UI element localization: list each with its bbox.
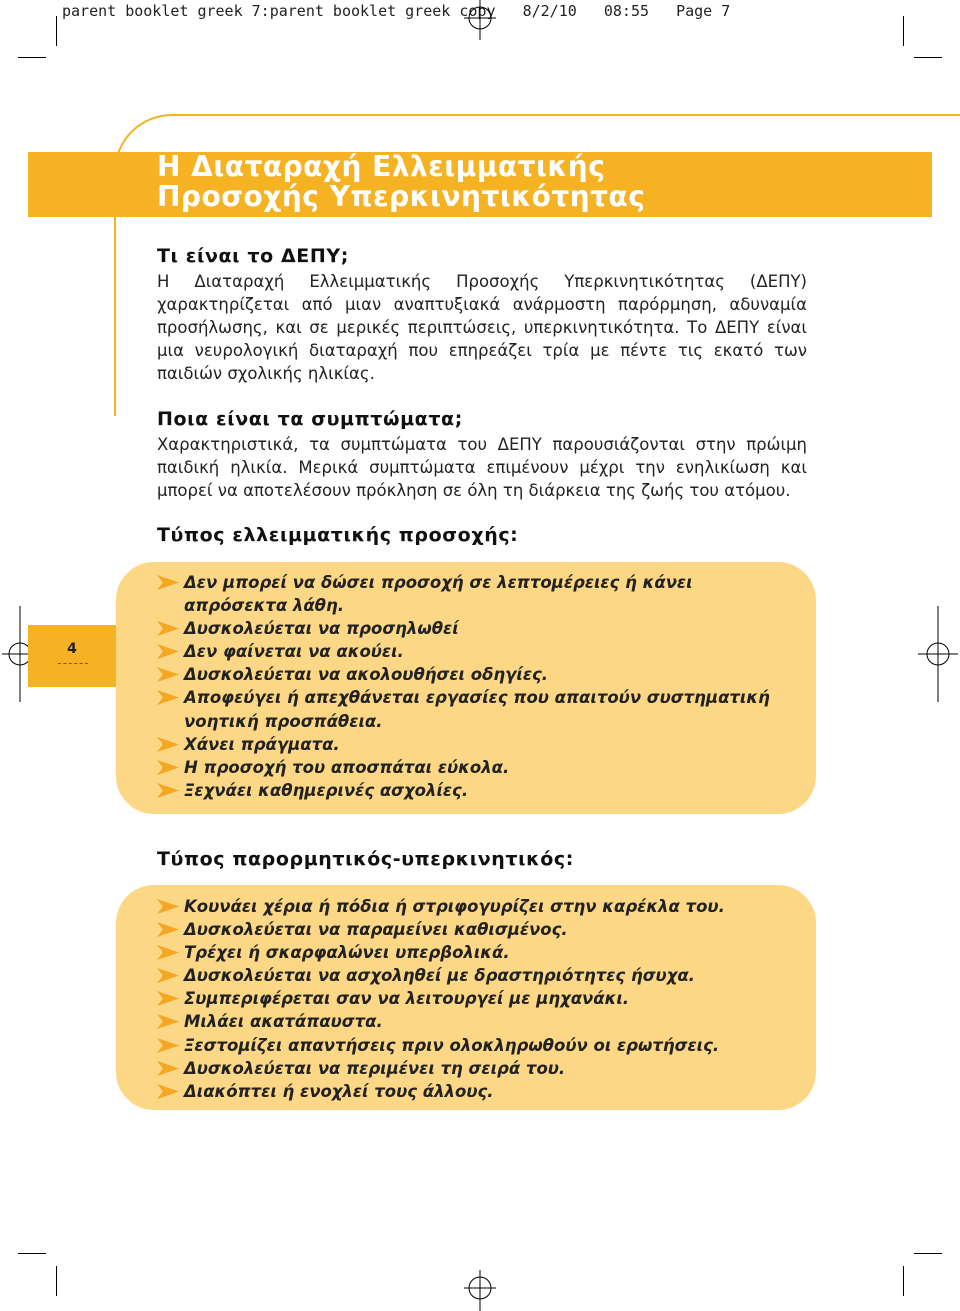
- registration-mark-icon: [918, 606, 958, 702]
- crop-mark: [56, 16, 57, 46]
- printer-slug: parent booklet greek 7:parent booklet greek copy 8/2/10 08:55 Page 7: [62, 2, 731, 20]
- list-item: Μιλάει ακατάπαυστα.: [157, 1010, 797, 1033]
- arrow-bullet-icon: [157, 1084, 179, 1099]
- list-item: Ξεστομίζει απαντήσεις πριν ολοκληρωθούν οι ερωτήσεις.: [157, 1034, 797, 1057]
- registration-mark-icon: [462, 0, 498, 40]
- crop-mark: [914, 57, 942, 58]
- list-item: Συμπεριφέρεται σαν να λειτουργεί με μηχανάκι.: [157, 987, 797, 1010]
- list-item: Χάνει πράγματα.: [157, 733, 797, 756]
- page-title-line-1: Η Διαταραχή Ελλειμματικής: [157, 150, 606, 183]
- list-item: Αποφεύγει ή απεχθάνεται εργασίες που απαιτούν συστηματική νοητική προσπάθεια.: [157, 686, 797, 732]
- inattentive-symptoms-list: [157, 571, 797, 802]
- arrow-bullet-icon: [157, 991, 179, 1006]
- arrow-bullet-icon: [157, 644, 179, 659]
- arrow-bullet-icon: [157, 1014, 179, 1029]
- crop-mark: [903, 16, 904, 46]
- page-number-tab: [28, 625, 116, 687]
- hyperactive-symptoms-list: [157, 895, 797, 1103]
- arrow-bullet-icon: [157, 922, 179, 937]
- list-item: Δυσκολεύεται να ακολουθήσει οδηγίες.: [157, 663, 797, 686]
- arrow-bullet-icon: [157, 968, 179, 983]
- list-item: Κουνάει χέρια ή πόδια ή στριφογυρίζει στην καρέκλα του.: [157, 895, 797, 918]
- section-body-symptoms: [157, 433, 807, 502]
- paragraph: Η Διαταραχή Ελλειμματικής Προσοχής Υπερκινητικότητας (ΔΕΠΥ) χαρακτηρίζεται από μιαν αναπτυξιακά ανάρμοστη παρόρμηση, αδυναμία προσήλωσης, και σε μερικές περιπτώσεις, υπερκινητικότητα. Το ΔΕΠΥ είναι μια νευρολογική διαταραχή που επηρεάζει τρία με πέντε τις εκατό των παιδιών σχολικής ηλικίας.: [157, 272, 807, 383]
- section-body-what-is: [157, 270, 807, 385]
- section-heading-inattentive: Τύπος ελλειμματικής προσοχής:: [157, 524, 519, 546]
- arrow-bullet-icon: [157, 783, 179, 798]
- crop-mark: [18, 1253, 46, 1254]
- page-number-underline: [58, 663, 88, 664]
- section-heading-hyperactive: Τύπος παρορμητικός-υπερκινητικός:: [157, 848, 574, 870]
- list-item: Δεν φαίνεται να ακούει.: [157, 640, 797, 663]
- arrow-bullet-icon: [157, 945, 179, 960]
- crop-mark: [914, 1253, 942, 1254]
- arrow-bullet-icon: [157, 575, 179, 590]
- paragraph: Χαρακτηριστικά, τα συμπτώματα του ΔΕΠΥ παρουσιάζονται στην πρώιμη παιδική ηλικία. Μερικά συμπτώματα επιμένουν μέχρι την ενηλικίωση και μπορεί να αποτελέσουν πρόκληση σε όλη τη διάρκεια της ζωής του ατόμου.: [157, 435, 807, 500]
- page-title-line-2: Προσοχής Υπερκινητικότητας: [157, 180, 646, 213]
- list-item: Δυσκολεύεται να προσηλωθεί: [157, 617, 797, 640]
- arrow-bullet-icon: [157, 621, 179, 636]
- list-item: Δυσκολεύεται να παραμείνει καθισμένος.: [157, 918, 797, 941]
- section-heading-symptoms: Ποια είναι τα συμπτώματα;: [157, 408, 463, 430]
- section-heading-what-is: Τι είναι το ΔΕΠΥ;: [157, 245, 349, 267]
- crop-mark: [56, 1266, 57, 1296]
- page-number: 4: [67, 641, 77, 657]
- crop-mark: [18, 57, 46, 58]
- arrow-bullet-icon: [157, 899, 179, 914]
- arrow-bullet-icon: [157, 690, 179, 705]
- arrow-bullet-icon: [157, 737, 179, 752]
- list-item: Δεν μπορεί να δώσει προσοχή σε λεπτομέρειες ή κάνει απρόσεκτα λάθη.: [157, 571, 797, 617]
- list-item: Ξεχνάει καθημερινές ασχολίες.: [157, 779, 797, 802]
- arrow-bullet-icon: [157, 760, 179, 775]
- list-item: Η προσοχή του αποσπάται εύκολα.: [157, 756, 797, 779]
- list-item: Δυσκολεύεται να ασχοληθεί με δραστηριότητες ήσυχα.: [157, 964, 797, 987]
- registration-mark-icon: [462, 1270, 498, 1311]
- arrow-bullet-icon: [157, 1038, 179, 1053]
- arrow-bullet-icon: [157, 1061, 179, 1076]
- list-item: Διακόπτει ή ενοχλεί τους άλλους.: [157, 1080, 797, 1103]
- crop-mark: [903, 1266, 904, 1296]
- list-item: Τρέχει ή σκαρφαλώνει υπερβολικά.: [157, 941, 797, 964]
- list-item: Δυσκολεύεται να περιμένει τη σειρά του.: [157, 1057, 797, 1080]
- arrow-bullet-icon: [157, 667, 179, 682]
